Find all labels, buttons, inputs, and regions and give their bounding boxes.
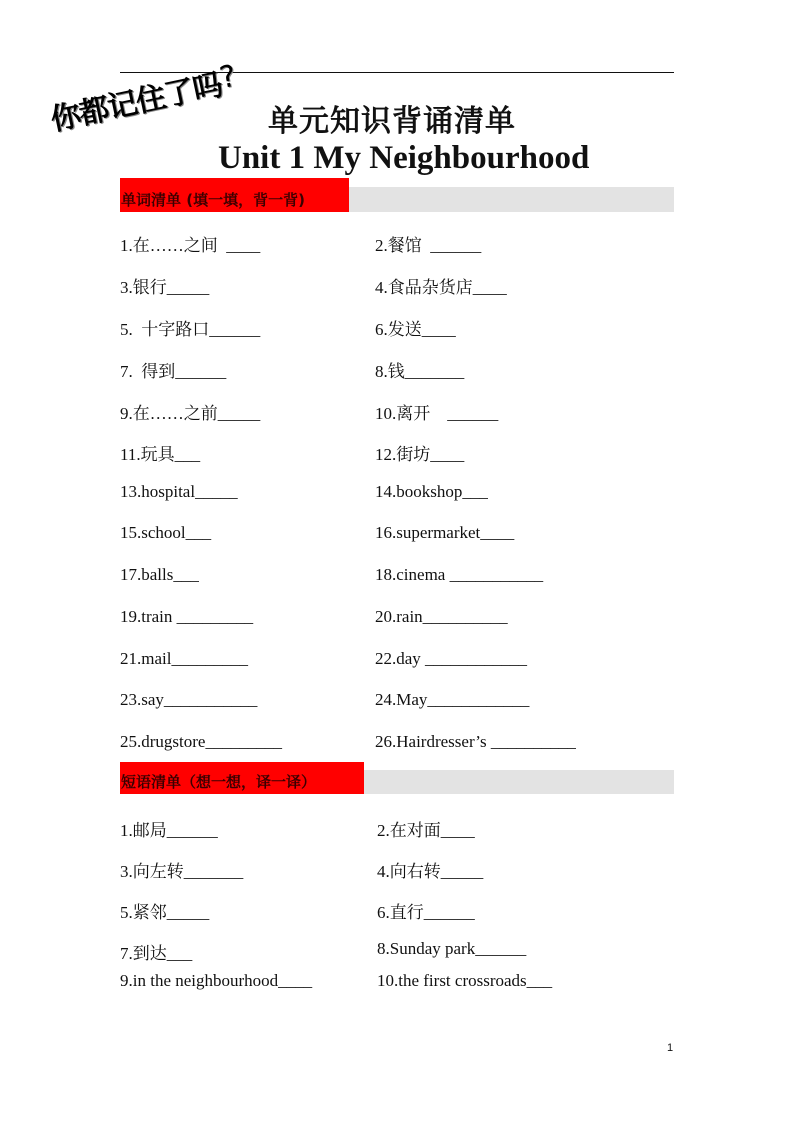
list-item-left: 15.school___ (120, 523, 212, 542)
list-item-right: 4.食品杂货店____ (375, 278, 507, 297)
slogan-text: 你都记住了吗 (47, 67, 226, 139)
list-item-left: 5.紧邻_____ (120, 903, 210, 922)
slogan-stamp (46, 57, 240, 139)
list-item-left: 3.银行_____ (120, 278, 210, 297)
list-item-left: 19.train _________ (120, 607, 254, 626)
page-title-chinese: 单元知识背诵清单 (268, 104, 516, 139)
list-item-right: 24.May____________ (375, 690, 530, 709)
list-item-right: 6.发送____ (375, 320, 456, 339)
list-item-left: 25.drugstore_________ (120, 732, 282, 751)
section-heading-vocabulary (120, 178, 674, 212)
list-item-left: 21.mail_________ (120, 649, 248, 668)
list-item-right: 2.餐馆 ______ (375, 236, 482, 255)
list-item-right: 8.Sunday park______ (377, 939, 527, 958)
list-item-right: 6.直行______ (377, 903, 475, 922)
list-item-left: 9.在……之前_____ (120, 404, 261, 423)
page-number: 1 (667, 1042, 674, 1054)
list-item-right: 8.钱_______ (375, 362, 465, 381)
list-item-right: 10.离开 ______ (375, 404, 499, 423)
list-item-right: 10.the first crossroads___ (377, 971, 553, 990)
list-item-left: 9.in the neighbourhood____ (120, 971, 313, 990)
list-item-left: 7. 得到______ (120, 362, 227, 381)
list-item-left: 5. 十字路口______ (120, 320, 261, 339)
list-item-right: 20.rain__________ (375, 607, 508, 626)
list-item-right: 14.bookshop___ (375, 482, 488, 501)
page-title-english: Unit 1 My Neighbourhood (218, 140, 590, 176)
section-heading-label: 单词清单 (填一填，背一背) (120, 178, 349, 212)
list-item-right: 26.Hairdresser’s __________ (375, 732, 576, 751)
list-item-left: 17.balls___ (120, 565, 199, 584)
list-item-left: 3.向左转_______ (120, 862, 244, 881)
list-item-left: 1.邮局______ (120, 821, 218, 840)
section-heading-phrases (120, 762, 674, 794)
list-item-left: 13.hospital_____ (120, 482, 238, 501)
list-item-right: 22.day ____________ (375, 649, 528, 668)
list-item-left: 7.到达___ (120, 944, 193, 963)
list-item-right: 2.在对面____ (377, 821, 475, 840)
slogan-question-mark: ? (216, 58, 239, 97)
list-item-right: 12.街坊____ (375, 445, 465, 464)
list-item-left: 23.say___________ (120, 690, 258, 709)
list-item-left: 1.在……之间 ____ (120, 236, 261, 255)
list-item-left: 11.玩具___ (120, 445, 201, 464)
list-item-right: 16.supermarket____ (375, 523, 515, 542)
list-item-right: 4.向右转_____ (377, 862, 484, 881)
list-item-right: 18.cinema ___________ (375, 565, 544, 584)
section-heading-label: 短语清单（想一想，译一译） (120, 762, 364, 794)
